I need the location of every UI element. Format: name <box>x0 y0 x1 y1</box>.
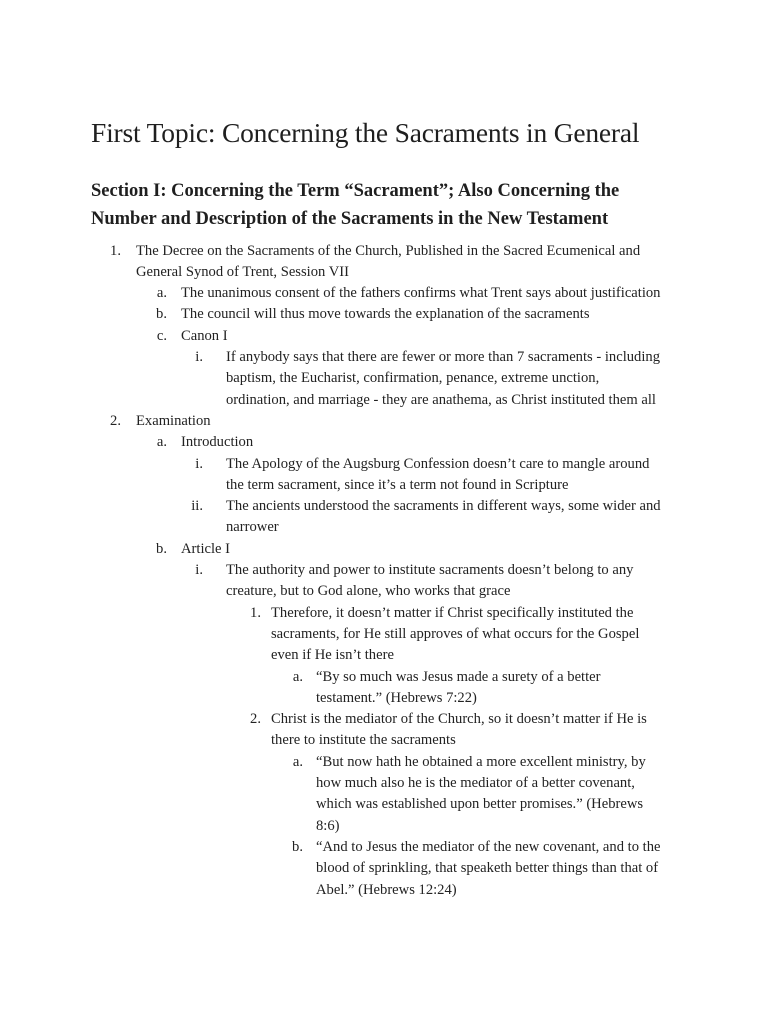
outline-marker: a. <box>292 753 303 770</box>
outline-marker: 1. <box>110 242 121 259</box>
outline-marker: b. <box>292 838 303 855</box>
outline-item-text: there to institute the sacraments <box>271 732 456 749</box>
outline-marker: a. <box>292 668 303 685</box>
outline-item-text: “And to Jesus the mediator of the new covenant, and to the <box>316 838 661 855</box>
outline-item-text: baptism, the Eucharist, confirmation, penance, extreme unction, <box>226 370 600 387</box>
outline-marker: 2. <box>250 711 261 728</box>
outline-item-text: creature, but to God alone, who works that grace <box>226 583 511 600</box>
outline-item-text: The Decree on the Sacraments of the Church, Published in the Sacred Ecumenical and <box>136 242 641 259</box>
outline-item-text: General Synod of Trent, Session VII <box>136 263 349 280</box>
outline-marker: a. <box>156 434 167 451</box>
outline-marker: c. <box>156 327 167 344</box>
section-heading-line-1: Section I: Concerning the Term “Sacrament”; Also Concerning the <box>91 181 620 201</box>
outline-item-text: how much also he is the mediator of a better covenant, <box>316 775 635 791</box>
page-title: First Topic: Concerning the Sacraments in General <box>91 117 640 148</box>
outline-item-text: Canon I <box>181 327 228 344</box>
outline-item-text: Abel.” (Hebrews 12:24) <box>316 881 457 898</box>
outline-item-text: blood of sprinkling, that speaketh better things than that of <box>316 860 659 877</box>
outline-item-text: which was established upon better promises.” (Hebrews <box>316 796 644 813</box>
outline-item-text: Article I <box>181 540 231 557</box>
outline-item-text: the term sacrament, since it’s a term not found in Scripture <box>226 476 569 493</box>
outline-item-text: The unanimous consent of the fathers confirms what Trent says about justification <box>181 285 661 302</box>
outline-item-text: “By so much was Jesus made a surety of a better <box>316 668 601 685</box>
outline-marker: b. <box>156 540 167 557</box>
outline-item-text: The Apology of the Augsburg Confession doesn’t care to mangle around <box>226 455 650 472</box>
outline-item-text: If anybody says that there are fewer or more than 7 sacraments - including <box>226 349 661 365</box>
outline-item-text: Christ is the mediator of the Church, so it doesn’t matter if He is <box>271 711 647 728</box>
outline-marker: a. <box>156 285 167 302</box>
outline-marker: i. <box>195 562 203 578</box>
outline-item-text: ordination, and marriage - they are anathema, as Christ instituted them all <box>226 391 656 408</box>
outline-marker: i. <box>195 455 203 472</box>
outline-item-text: testament.” (Hebrews 7:22) <box>316 689 477 706</box>
outline-marker: ii. <box>191 498 203 515</box>
outline-item-text: Examination <box>136 412 211 429</box>
outline-marker: 1. <box>250 604 261 621</box>
outline-item-text: Therefore, it doesn’t matter if Christ specifically instituted the <box>271 604 634 621</box>
outline-marker: b. <box>156 306 167 323</box>
outline-item-text: Introduction <box>181 434 254 451</box>
section-heading <box>91 177 691 233</box>
outline-item-text: even if He isn’t there <box>271 647 394 664</box>
outline-item-text: sacraments, for He still approves of what occurs for the Gospel <box>271 625 640 642</box>
outline-item-text: The authority and power to institute sacraments doesn’t belong to any <box>226 562 634 578</box>
outline-marker: 2. <box>110 412 121 429</box>
outline-item-text: 8:6) <box>316 817 340 834</box>
outline-marker: i. <box>195 349 203 365</box>
outline-item-text: “But now hath he obtained a more excellent ministry, by <box>316 753 646 770</box>
outline-item-text: narrower <box>226 519 279 536</box>
outline-item-text: The ancients understood the sacraments in different ways, some wider and <box>226 498 661 515</box>
section-heading-line-2: Number and Description of the Sacraments in the New Testament <box>91 209 609 229</box>
outline-item-text: The council will thus move towards the explanation of the sacraments <box>181 306 590 323</box>
